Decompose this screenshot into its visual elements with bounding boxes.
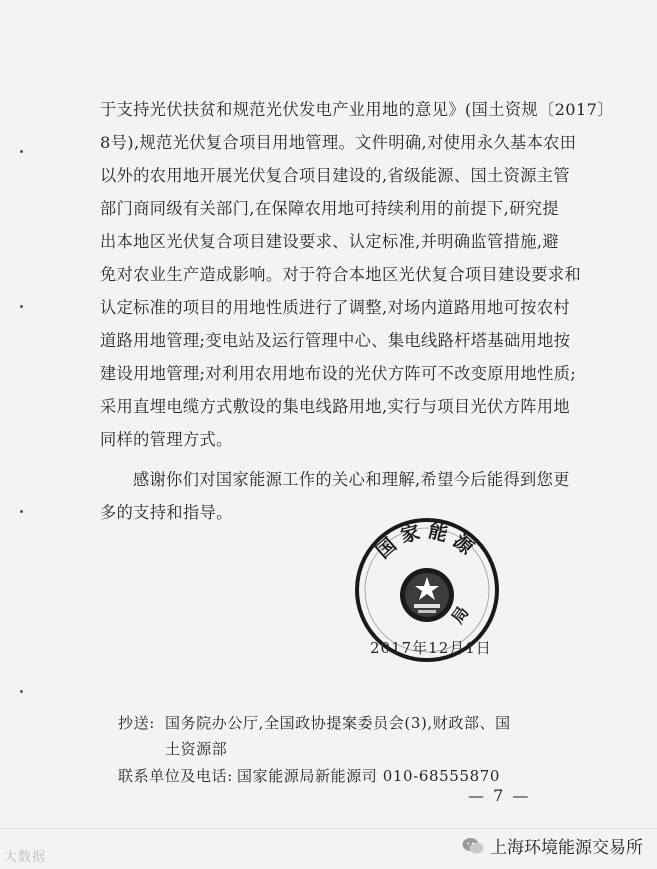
body-line: 以外的农用地开展光伏复合项目建设的,省级能源、国土资源主管: [100, 166, 570, 185]
page-number: — 7 —: [468, 786, 531, 805]
national-emblem-icon: [400, 568, 454, 622]
wechat-icon: [462, 837, 484, 855]
body-line: 采用直埋电缆方式敷设的集电线路用地,实行与项目光伏方阵用地: [100, 397, 570, 416]
document-date: 2017年12月1日: [370, 639, 492, 657]
watermark-right: [462, 833, 643, 858]
seal-bottom-text: 局: [447, 602, 473, 627]
scan-speck: [20, 305, 23, 308]
contact-value: 国家能源局新能源司 010-68555870: [237, 767, 501, 785]
scan-speck: [20, 690, 23, 693]
scan-speck: [20, 150, 23, 153]
body-line: 于支持光伏扶贫和规范光伏发电产业用地的意见》(国土资规〔2017〕: [100, 100, 614, 119]
body-line: 同样的管理方式。: [100, 430, 233, 449]
cc-recipients: 国务院办公厅,全国政协提案委员会(3),财政部、国: [165, 714, 511, 732]
svg-text:国家能源: [372, 519, 482, 563]
body-line: 8号),规范光伏复合项目用地管理。文件明确,对使用永久基本农田: [100, 133, 577, 152]
closing-line: 感谢你们对国家能源工作的关心和理解,希望今后能得到您更: [133, 470, 570, 489]
scan-speck: [20, 510, 23, 513]
cc-label: 抄送:: [118, 714, 155, 732]
closing-line: 多的支持和指导。: [100, 503, 233, 522]
watermark-left: [4, 846, 46, 865]
seal-top-text: 国家能源: [371, 520, 483, 564]
body-line: 道路用地管理;变电站及运行管理中心、集电线路杆塔基础用地按: [100, 331, 571, 350]
body-line: 出本地区光伏复合项目建设要求、认定标准,并明确监管措施,避: [100, 232, 559, 251]
contact-label: 联系单位及电话:: [118, 767, 233, 785]
body-line: 建设用地管理;对利用农用地布设的光伏方阵可不改变原用地性质;: [100, 364, 577, 383]
watermark-right-text: 上海环境能源交易所: [490, 838, 643, 858]
watermark-left-text: 大数据: [4, 850, 47, 865]
divider: [0, 828, 657, 829]
cc-recipients-cont: 土资源部: [165, 740, 228, 758]
body-line: 部门商同级有关部门,在保障农用地可持续利用的前提下,研究提: [100, 199, 559, 218]
body-line: 认定标准的项目的用地性质进行了调整,对场内道路用地可按农村: [100, 298, 570, 317]
body-line: 免对农业生产造成影响。对于符合本地区光伏复合项目建设要求和: [100, 265, 582, 284]
